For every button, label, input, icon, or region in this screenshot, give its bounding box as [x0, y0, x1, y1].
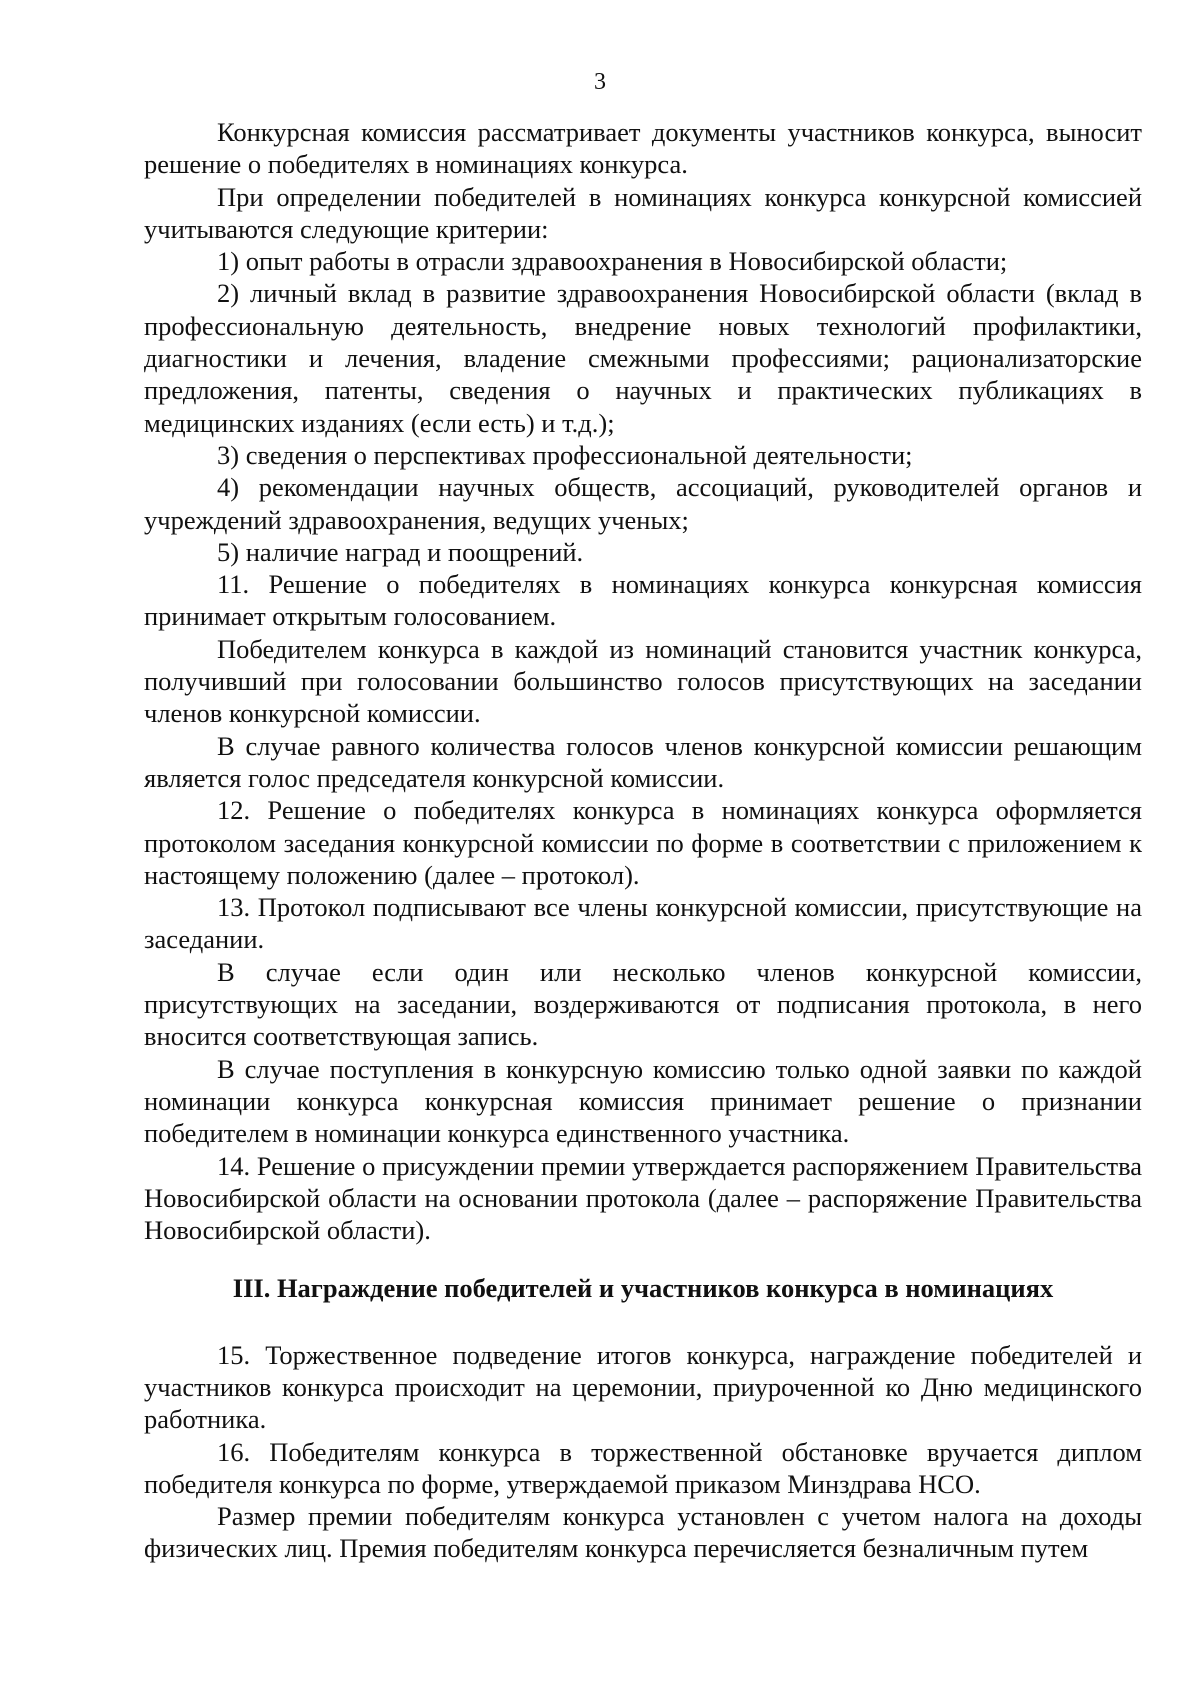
clause-15: 15. Торжественное подведение итогов конкурса, награждение победителей и участников конкурса происходит на церемонии, приуроченной ко Дню медицинского работника.: [144, 1339, 1142, 1435]
paragraph: Победителем конкурса в каждой из номинаций становится участник конкурса, получивший при голосовании большинство голосов присутствующих на заседании членов конкурсной комиссии.: [144, 633, 1142, 729]
clause-11: 11. Решение о победителях в номинациях конкурса конкурсная комиссия принимает открытым голосованием.: [144, 569, 1142, 632]
criteria-item: 1) опыт работы в отрасли здравоохранения в Новосибирской области;: [217, 246, 1008, 277]
criteria-item: 2) личный вклад в развитие здравоохранения Новосибирской области (вклад в профессиональную деятельность, внедрение новых технологий профилактики, диагностики и лечения, владение смежными профессиями; рационализаторские предложения, патенты, сведения о научных и практических публикациях в медицинских изданиях (если есть) и т.д.);: [144, 278, 1142, 438]
criteria-item: 5) наличие наград и поощрений.: [217, 536, 584, 567]
paragraph: В случае если один или несколько членов конкурсной комиссии, присутствующих на заседании, воздерживаются от подписания протокола, в него вносится соответствующая запись.: [144, 956, 1142, 1052]
criteria-item: 4) рекомендации научных обществ, ассоциаций, руководителей органов и учреждений здравоохранения, ведущих ученых;: [144, 472, 1142, 535]
paragraph: В случае равного количества голосов членов конкурсной комиссии решающим является голос председателя конкурсной комиссии.: [144, 730, 1142, 793]
clause-13: 13. Протокол подписывают все члены конкурсной комиссии, присутствующие на заседании.: [144, 892, 1142, 955]
paragraph: Конкурсная комиссия рассматривает документы участников конкурса, выносит решение о победителях в номинациях конкурса.: [144, 117, 1142, 180]
clause-16: 16. Победителям конкурса в торжественной обстановке вручается диплом победителя конкурса по форме, утверждаемой приказом Минздрава НСО.: [144, 1436, 1142, 1499]
paragraph: При определении победителей в номинациях конкурса конкурсной комиссией учитываются следующие критерии:: [144, 181, 1142, 244]
criteria-item: 3) сведения о перспективах профессиональной деятельности;: [217, 439, 913, 470]
clause-14: 14. Решение о присуждении премии утверждается распоряжением Правительства Новосибирской области на основании протокола (далее – распоряжение Правительства Новосибирской области).: [144, 1150, 1142, 1246]
clause-12: 12. Решение о победителях конкурса в номинациях конкурса оформляется протоколом заседания конкурсной комиссии по форме в соответствии с приложением к настоящему положению (далее – протокол).: [144, 795, 1142, 890]
paragraph: Размер премии победителям конкурса установлен с учетом налога на доходы физических лиц. Премия победителям конкурса перечисляется безналичным путем: [144, 1501, 1142, 1564]
paragraph: В случае поступления в конкурсную комиссию только одной заявки по каждой номинации конкурса конкурсная комиссия принимает решение о признании победителем в номинации конкурса единственного участника.: [144, 1053, 1142, 1149]
page-number: 3: [594, 69, 606, 95]
document-body: [144, 116, 1142, 1565]
section-heading: III. Награждение победителей и участников конкурса в номинациях: [232, 1273, 1054, 1304]
